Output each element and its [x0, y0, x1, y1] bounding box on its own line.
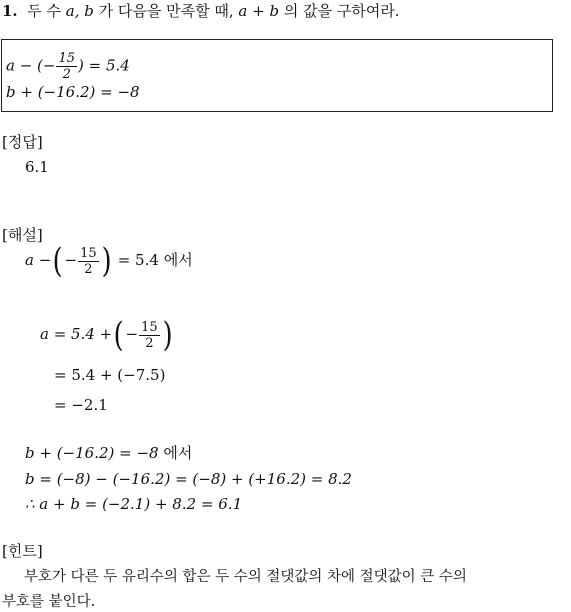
fraction-15-2: [56, 52, 77, 81]
fraction-15-2: [78, 247, 99, 276]
condition-line-1-left: a − (−: [6, 56, 56, 75]
solution-b-line-1-suffix: 에서: [163, 444, 193, 462]
solution-eq-1-left: a = 5.4 +: [40, 325, 113, 343]
condition-line-1: [6, 52, 130, 81]
problem-statement: [2, 4, 400, 19]
hint-line-1: 부호가 다른 두 유리수의 합은 두 수의 절댓값의 차에 절댓값이 큰 수의: [24, 569, 467, 585]
condition-line-2: b + (−16.2) = −8: [6, 83, 140, 101]
solution-line-1-right: = 5.4: [117, 251, 159, 269]
solution-eq-1: a = 5.4 +( − $\frac{15}{2}$ ): [40, 315, 173, 355]
problem-text-middle: 가 다음을 만족할 때,: [98, 2, 234, 20]
condition-line-1-right: ) = 5.4: [78, 56, 130, 75]
solution-line-1: a −( − $\frac{15}{2}$ ) = 5.4 에서: [25, 241, 193, 281]
problem-text-after: 의 값을 구하여라.: [283, 2, 400, 20]
answer-header: [정답]: [2, 133, 43, 151]
solution-b-line-1: [25, 446, 192, 461]
solution-b-line-2: b = (−8) − (−16.2) = (−8) + (+16.2) = 8.2: [25, 470, 352, 488]
fraction-numerator: 15: [58, 51, 76, 66]
problem-number: 1.: [2, 2, 18, 20]
fraction-denominator: 2: [145, 335, 154, 351]
solution-eq-2: = 5.4 + (−7.5): [54, 366, 166, 384]
right-paren: ): [162, 315, 173, 355]
fraction-15-2: [139, 321, 160, 350]
hint-header: [힌트]: [2, 542, 43, 560]
problem-text-before: 두 수: [27, 2, 61, 20]
left-paren: (: [52, 241, 63, 281]
fraction-numerator: 15: [141, 319, 158, 335]
hint-line-2: 부호를 붙인다.: [2, 594, 96, 610]
solution-eq-3: = −2.1: [54, 396, 108, 414]
left-paren: (: [113, 315, 124, 355]
fraction-denominator: 2: [84, 261, 93, 277]
right-paren: ): [101, 241, 112, 281]
solution-b-line-1-eq: b + (−16.2) = −8: [25, 444, 159, 462]
answer-value: 6.1: [25, 158, 49, 176]
problem-vars: a, b: [65, 2, 94, 20]
solution-header: [해설]: [2, 226, 43, 244]
solution-b-line-3: ∴ a + b = (−2.1) + 8.2 = 6.1: [25, 495, 243, 513]
solution-line-1-left: a −: [25, 251, 52, 269]
problem-expr: a + b: [238, 2, 280, 20]
solution-line-1-suffix: 에서: [163, 251, 193, 269]
fraction-numerator: 15: [80, 245, 97, 261]
fraction-denominator: 2: [62, 67, 71, 82]
